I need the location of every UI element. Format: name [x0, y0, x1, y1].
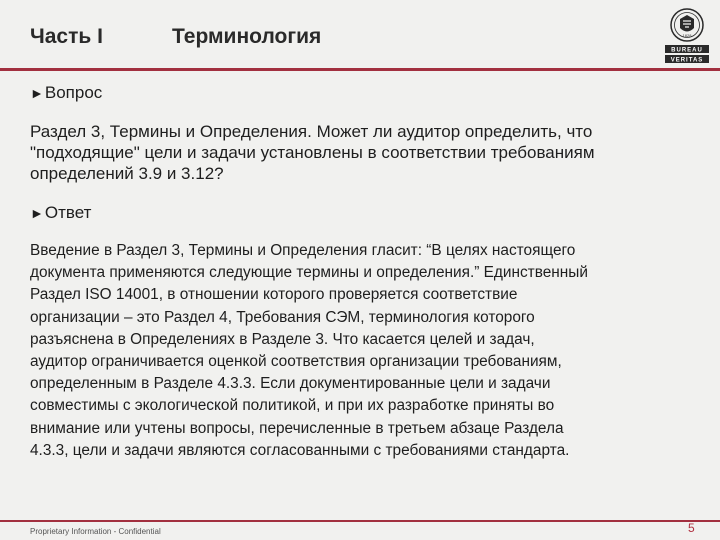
answer-line: 4.3.3, цели и задачи являются согласованными с требованиями стандарта. [30, 441, 570, 459]
question-heading [30, 83, 102, 103]
triangle-right-icon: ► [30, 85, 44, 101]
answer-line: организации – это Раздел 4, Требования СЭМ, терминология которого [30, 308, 535, 326]
header-divider [0, 68, 720, 71]
answer-line: внимание или учтены вопросы, перечисленные в третьем абзаце Раздела [30, 419, 564, 437]
answer-line: аудитор ограничивается оценкой соответствия организации требованиям, [30, 353, 562, 371]
footer-divider [0, 520, 720, 522]
logo-text-line1: BUREAU [671, 47, 703, 54]
logo-year: 1828 [682, 33, 692, 38]
answer-line: Раздел ISO 14001, в отношении которого проверяется соответствие [30, 286, 518, 304]
answer-line: совместимы с экологической политикой, и при их разработке приняты во [30, 397, 555, 415]
answer-heading [30, 203, 91, 223]
answer-line: документа применяются следующие термины и определения.” Единственный [30, 264, 588, 282]
page-number: 5 [688, 521, 695, 535]
answer-line: определенным в Разделе 4.3.3. Если документированные цели и задачи [30, 375, 551, 393]
bureau-veritas-logo [664, 6, 710, 64]
slide-title: Терминология [172, 25, 322, 48]
answer-line: Введение в Раздел 3, Термины и Определения гласит: “В целях настоящего [30, 242, 576, 259]
answer-heading-label: Ответ [44, 203, 92, 222]
answer-text [30, 240, 700, 462]
logo-text-line2: VERITAS [670, 57, 704, 64]
confidentiality-note: Proprietary Information - Confidential [30, 527, 161, 536]
triangle-right-icon: ► [30, 205, 44, 221]
answer-line: разъяснена в Определениях в Разделе 3. Что касается целей и задач, [30, 330, 535, 348]
question-text: Раздел 3, Термины и Определения. Может ли аудитор определить, что "подходящие" цели и задачи установлены в соответствии требованиям определений 3.9 и 3.12? [30, 122, 595, 183]
question-heading-label: Вопрос [44, 83, 103, 102]
part-label: Часть I [30, 25, 103, 48]
